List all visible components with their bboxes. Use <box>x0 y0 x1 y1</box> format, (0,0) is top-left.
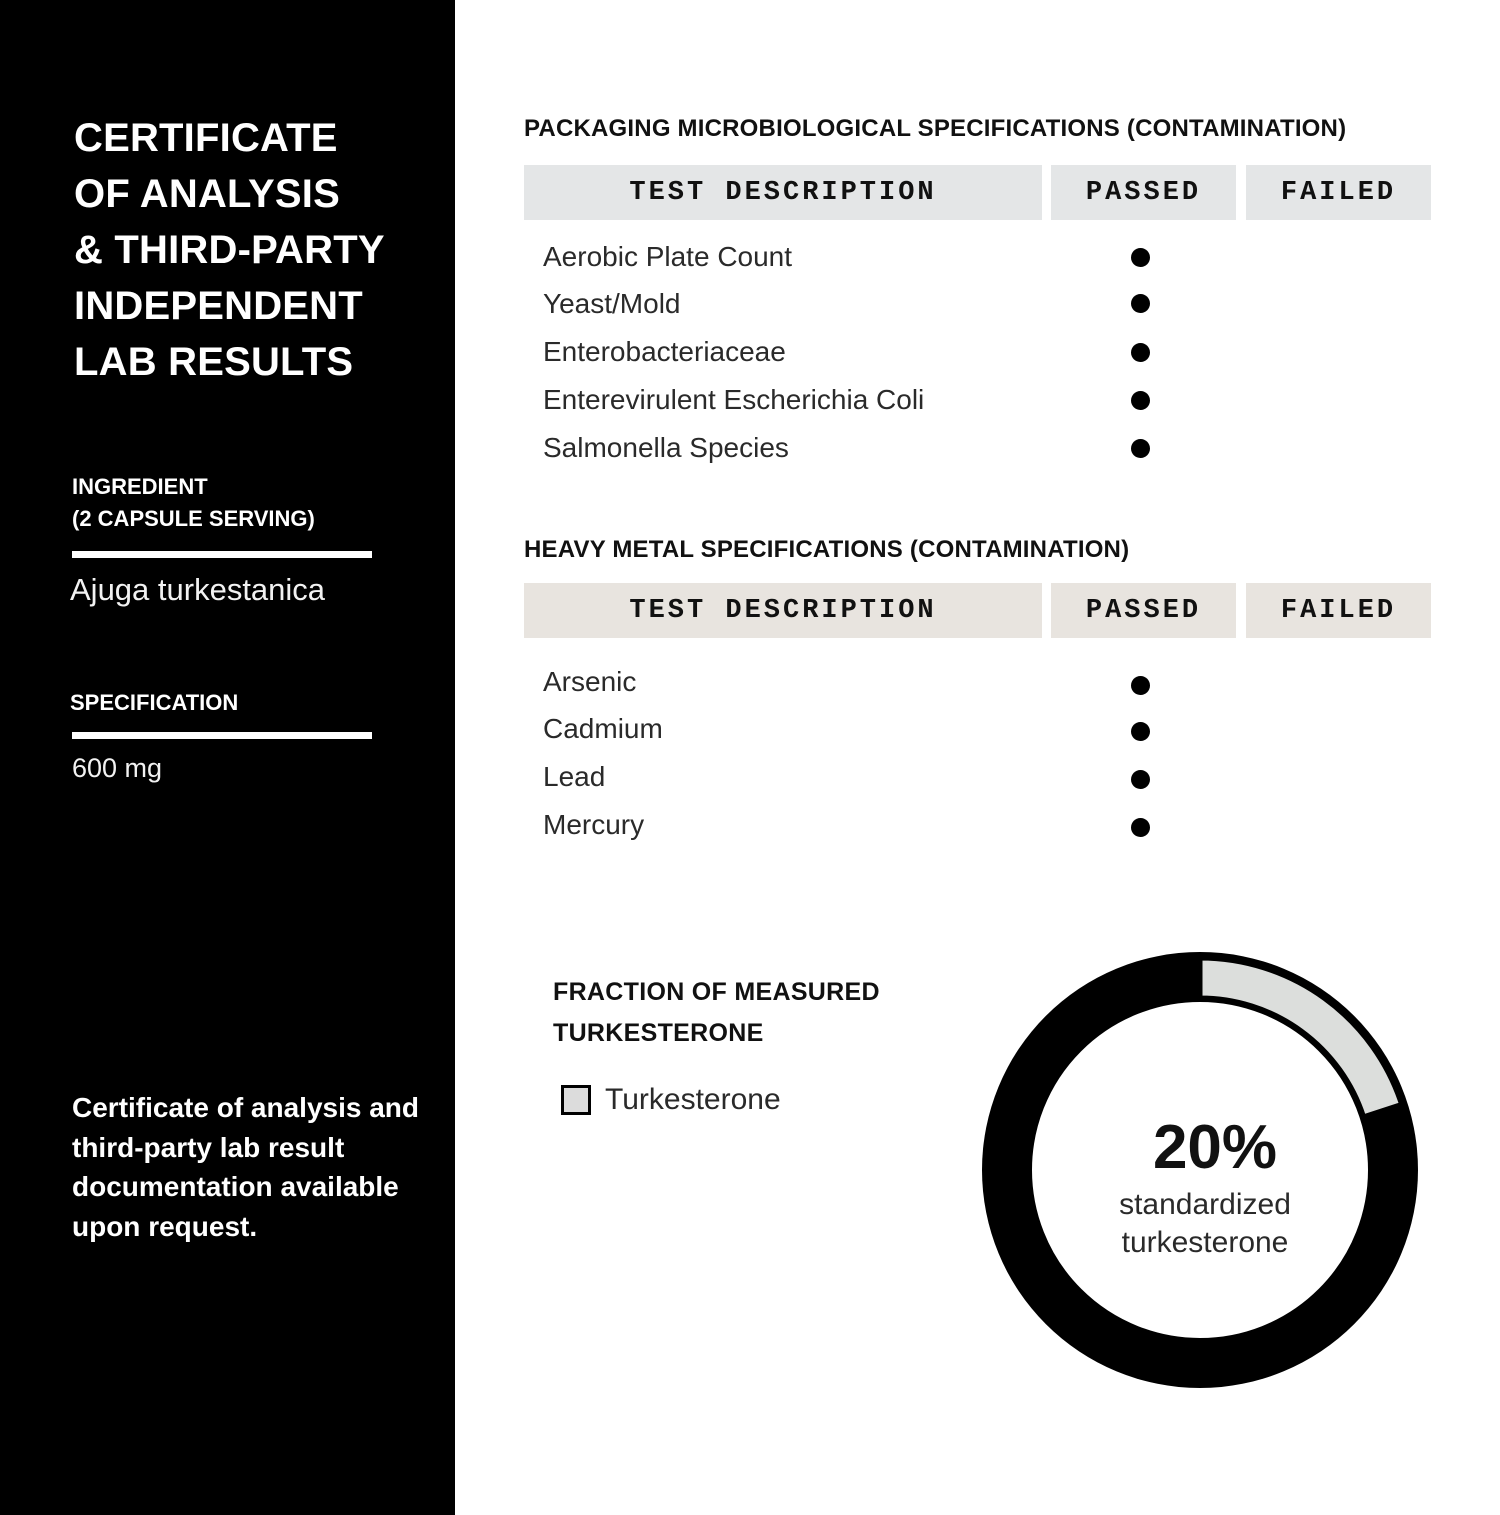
passed-dot-icon <box>1131 248 1150 267</box>
heavy-metal-title: HEAVY METAL SPECIFICATIONS (CONTAMINATION) <box>524 536 1130 563</box>
specification-label: SPECIFICATION <box>70 690 239 715</box>
title-line: INDEPENDENT <box>74 284 363 328</box>
header-test-description: TEST DESCRIPTION <box>524 165 1042 220</box>
test-row-label: Mercury <box>543 809 645 840</box>
passed-dot-icon <box>1131 439 1150 458</box>
test-row-label: Yeast/Mold <box>543 288 681 319</box>
microbiological-title: PACKAGING MICROBIOLOGICAL SPECIFICATIONS (CONTAMINATION) <box>524 115 1347 142</box>
legend-label: Turkesterone <box>605 1083 781 1116</box>
header-passed: PASSED <box>1051 165 1236 220</box>
donut-center-label: standardized turkesterone <box>1119 1188 1291 1259</box>
test-row-label: Lead <box>543 761 606 792</box>
specification-value: 600 mg <box>72 753 163 783</box>
test-row-label: Salmonella Species <box>543 432 789 463</box>
title-line: & THIRD-PARTY <box>74 228 385 272</box>
test-row-label: Arsenic <box>543 666 637 697</box>
test-row-label: Aerobic Plate Count <box>543 241 793 272</box>
sidebar <box>0 0 455 1515</box>
passed-dot-icon <box>1131 343 1150 362</box>
test-row-label: Enterobacteriaceae <box>543 336 786 367</box>
test-row-label: Cadmium <box>543 713 663 744</box>
header-passed: PASSED <box>1051 583 1236 638</box>
header-test-description: TEST DESCRIPTION <box>524 583 1042 638</box>
header-failed: FAILED <box>1246 165 1431 220</box>
header-failed: FAILED <box>1246 583 1431 638</box>
chart-title-text: FRACTION OF MEASURED TURKESTERONE <box>553 978 880 1047</box>
title-line: LAB RESULTS <box>74 340 354 384</box>
passed-dot-icon <box>1131 770 1150 789</box>
title-line: OF ANALYSIS <box>74 172 340 216</box>
passed-dot-icon <box>1131 391 1150 410</box>
chart-title <box>553 972 933 1054</box>
sidebar-title <box>74 110 434 390</box>
title-line: CERTIFICATE <box>74 116 338 160</box>
divider <box>72 551 372 558</box>
passed-dot-icon <box>1131 676 1150 695</box>
passed-dot-icon <box>1131 294 1150 313</box>
legend-swatch <box>561 1085 591 1115</box>
serving-label: (2 CAPSULE SERVING) <box>72 506 315 531</box>
documentation-note: Certificate of analysis and third-party lab result documentation available upon request. <box>72 1092 420 1242</box>
chart-legend <box>561 1083 781 1117</box>
divider <box>72 732 372 739</box>
passed-dot-icon <box>1131 722 1150 741</box>
test-row-label: Enterevirulent Escherichia Coli <box>543 384 925 415</box>
passed-dot-icon <box>1131 818 1150 837</box>
ingredient-value: Ajuga turkestanica <box>70 572 326 607</box>
donut-center-value: 20% <box>1152 1113 1278 1182</box>
ingredient-label: INGREDIENT <box>72 474 208 499</box>
